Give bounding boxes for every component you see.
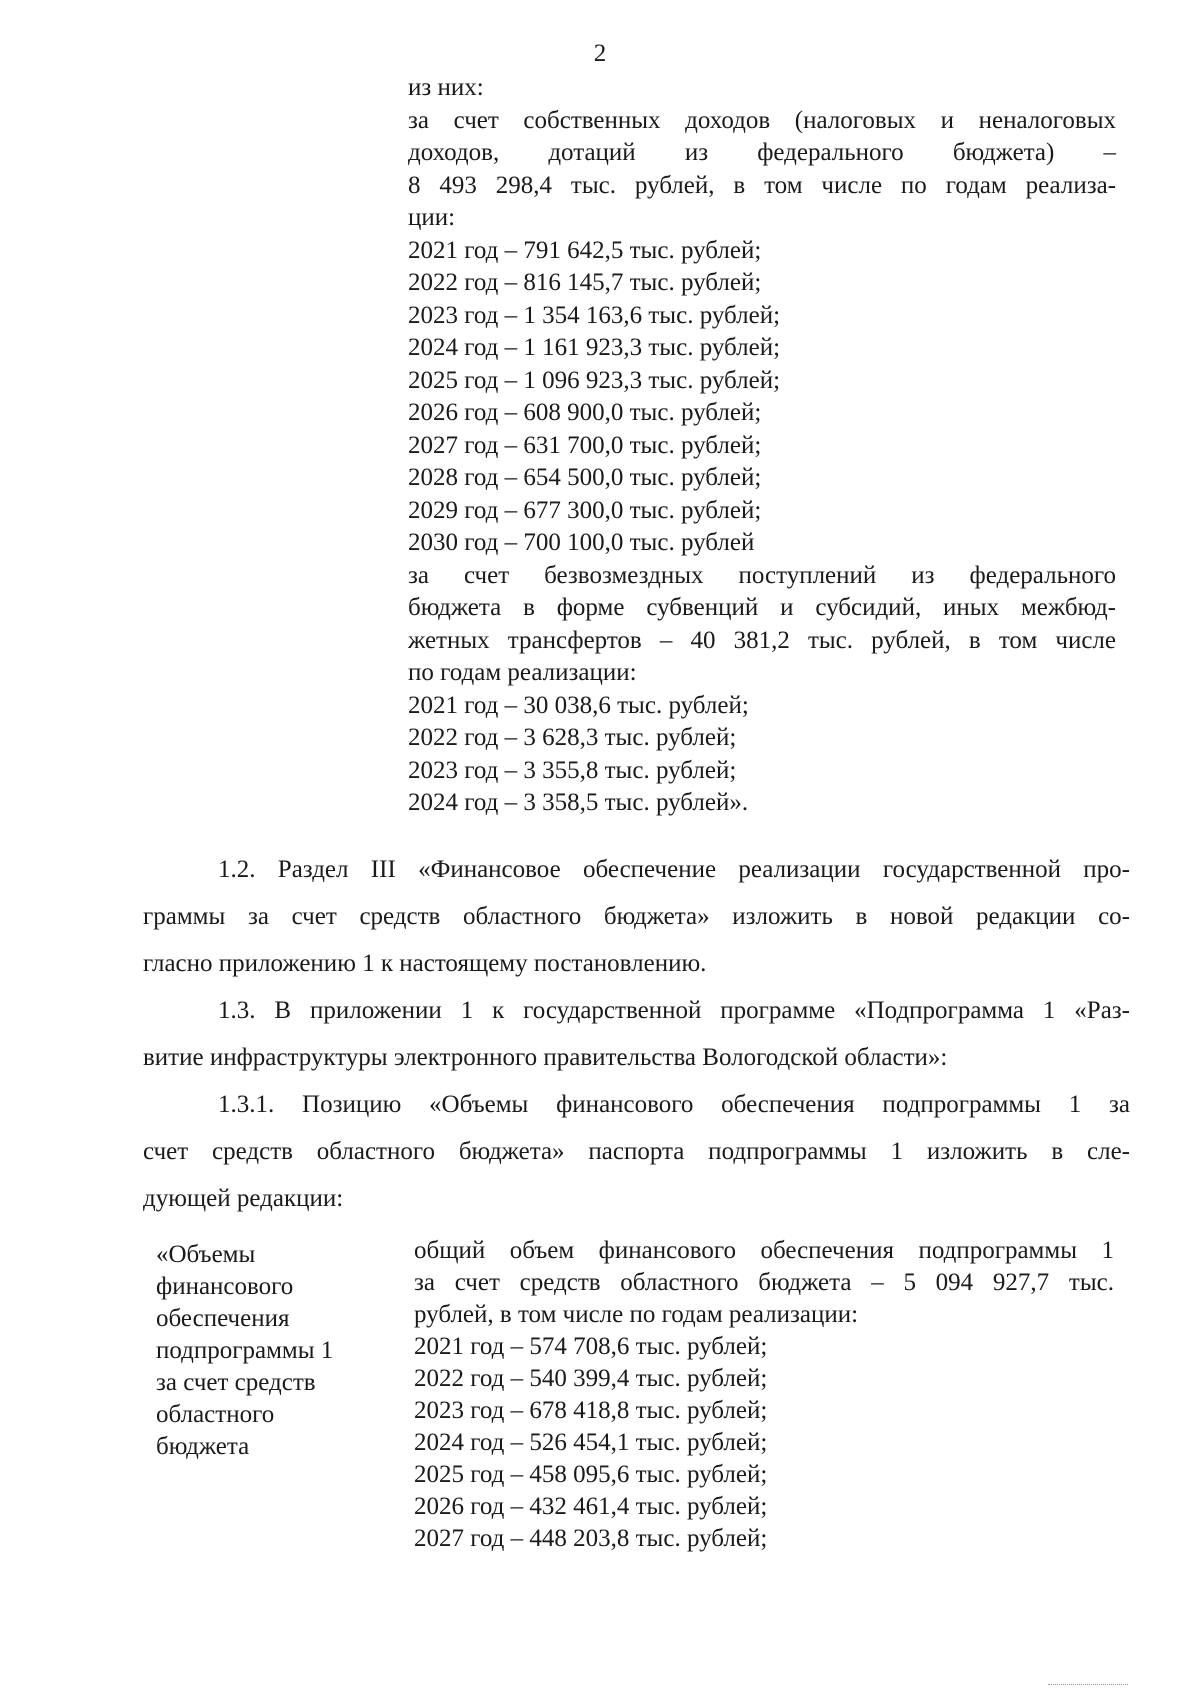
value-line: общий объем финансового обеспечения подпрограммы 1	[414, 1237, 1114, 1264]
value-year: 2024 год – 526 454,1 тыс. рублей;	[414, 1429, 768, 1456]
own-income-line: доходов, дотаций из федерального бюджета) –	[408, 139, 1116, 166]
own-income-year: 2021 год – 791 642,5 тыс. рублей;	[408, 236, 762, 264]
paragraph-line: дующей редакции:	[143, 1185, 344, 1212]
federal-year: 2022 год – 3 628,3 тыс. рублей;	[408, 724, 737, 751]
own-income-year: 2029 год – 677 300,0 тыс. рублей;	[408, 496, 762, 524]
value-year: 2025 год – 458 095,6 тыс. рублей;	[414, 1461, 768, 1488]
own-income-year: 2027 год – 631 700,0 тыс. рублей;	[408, 431, 762, 459]
funding-block	[408, 72, 1116, 820]
own-income-year: 2024 год – 1 161 923,3 тыс. рублей;	[408, 334, 781, 361]
body-paragraphs	[143, 846, 1130, 1222]
paragraph-1-2	[143, 846, 1130, 987]
own-income-year: 2022 год – 816 145,7 тыс. рублей;	[408, 269, 762, 296]
federal-year: 2024 год – 3 358,5 тыс. рублей».	[408, 789, 749, 816]
federal-line: бюджета в форме субвенций и субсидий, иных межбюд-	[408, 594, 1116, 621]
federal-line: по годам реализации:	[408, 659, 637, 686]
value-year: 2022 год – 540 399,4 тыс. рублей;	[414, 1365, 768, 1392]
own-income-year: 2028 год – 654 500,0 тыс. рублей;	[408, 464, 762, 491]
own-income-year: 2025 год – 1 096 923,3 тыс. рублей;	[408, 366, 781, 394]
label-line: за счет средств	[156, 1369, 316, 1396]
federal-line: жетных трансфертов – 40 381,2 тыс. рублей, в том числе	[408, 626, 1116, 654]
value-line: за счет средств областного бюджета – 5 094 927,7 тыс.	[414, 1269, 1114, 1296]
paragraph-line: гласно приложению 1 к настоящему постановлению.	[143, 950, 707, 977]
paragraph-line: 1.3.1. Позицию «Объемы финансового обеспечения подпрограммы 1 за	[218, 1091, 1130, 1118]
passport-label-cell	[156, 1239, 386, 1463]
own-income-year: 2026 год – 608 900,0 тыс. рублей;	[408, 399, 762, 426]
label-line: бюджета	[156, 1433, 250, 1460]
label-line: обеспечения	[156, 1305, 290, 1332]
label-line: финансового	[156, 1273, 294, 1300]
paragraph-line: 1.2. Раздел III «Финансовое обеспечение реализации государственной про-	[218, 856, 1130, 883]
federal-line: за счет безвозмездных поступлений из федерального	[408, 561, 1116, 589]
paragraph-1-3	[143, 987, 1130, 1081]
federal-year: 2021 год – 30 038,6 тыс. рублей;	[408, 691, 749, 719]
own-income-year: 2030 год – 700 100,0 тыс. рублей	[408, 529, 755, 556]
own-income-line: за счет собственных доходов (налоговых и неналоговых	[408, 106, 1116, 134]
federal-year: 2023 год – 3 355,8 тыс. рублей;	[408, 756, 737, 784]
scan-artifact	[1048, 1678, 1128, 1685]
page-number: 2	[593, 40, 607, 67]
paragraph-line: витие инфраструктуры электронного правительства Вологодской области»:	[143, 1044, 948, 1071]
value-line: рублей, в том числе по годам реализации:	[414, 1301, 859, 1328]
value-year: 2027 год – 448 203,8 тыс. рублей;	[414, 1525, 768, 1552]
own-income-line: ции:	[408, 204, 456, 231]
value-year: 2026 год – 432 461,4 тыс. рублей;	[414, 1493, 768, 1520]
paragraph-line: 1.3. В приложении 1 к государственной программе «Подпрограмма 1 «Раз-	[218, 997, 1130, 1024]
value-year: 2021 год – 574 708,6 тыс. рублей;	[414, 1333, 768, 1360]
label-line: «Объемы	[156, 1241, 256, 1268]
passport-value-cell	[414, 1235, 1114, 1555]
own-income-line: 8 493 298,4 тыс. рублей, в том числе по годам реализа-	[408, 171, 1116, 199]
paragraph-1-3-1	[143, 1081, 1130, 1222]
label-line: подпрограммы 1	[156, 1337, 334, 1364]
own-income-year: 2023 год – 1 354 163,6 тыс. рублей;	[408, 301, 781, 329]
funding-intro: из них:	[408, 74, 484, 101]
paragraph-line: граммы за счет средств областного бюджета» изложить в новой редакции со-	[143, 903, 1130, 930]
label-line: областного	[156, 1401, 275, 1428]
paragraph-line: счет средств областного бюджета» паспорта подпрограммы 1 изложить в сле-	[143, 1138, 1130, 1165]
value-year: 2023 год – 678 418,8 тыс. рублей;	[414, 1397, 768, 1424]
